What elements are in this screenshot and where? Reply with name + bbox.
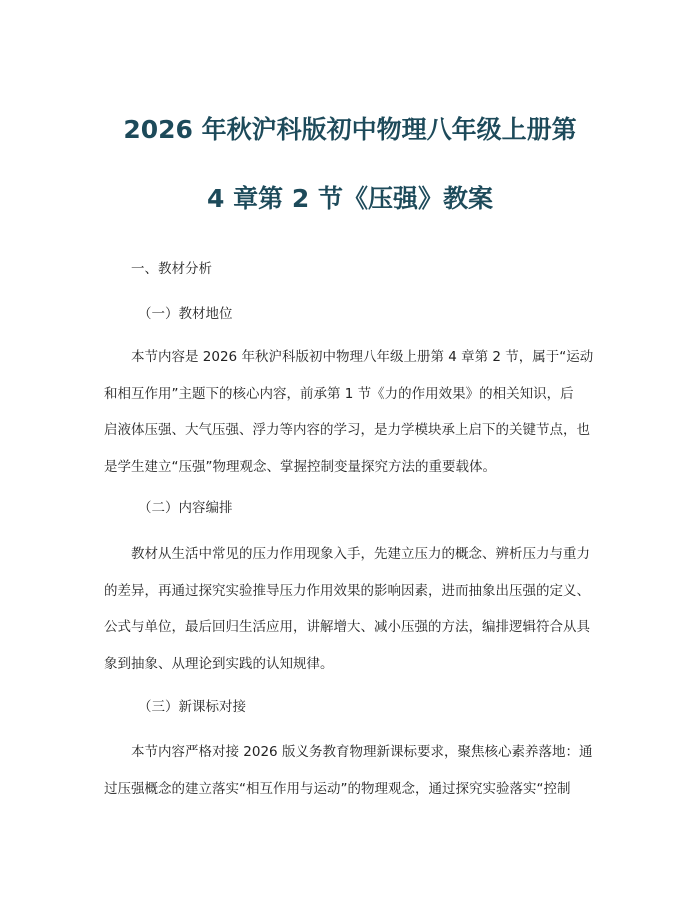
document-title-line-1: 2026 年秋沪科版初中物理八年级上册第 bbox=[123, 115, 577, 144]
subsection-heading-curriculum-alignment: （三）新课标对接 bbox=[138, 699, 246, 715]
paragraph-line: 过压强概念的建立落实“相互作用与运动”的物理观念，通过探究实验落实“控制 bbox=[104, 780, 571, 797]
paragraph-line: 本节内容是 2026 年秋沪科版初中物理八年级上册第 4 章第 2 节，属于“运动 bbox=[131, 349, 594, 365]
document-title-line-2: 4 章第 2 节《压强》教案 bbox=[207, 184, 493, 213]
paragraph-line: 本节内容严格对接 2026 版义务教育物理新课标要求，聚焦核心素养落地：通 bbox=[131, 744, 593, 760]
paragraph-curriculum-alignment bbox=[104, 734, 600, 807]
paragraph-line: 公式与单位，最后回归生活应用，讲解增大、减小压强的方法，编排逻辑符合从具 bbox=[104, 619, 590, 635]
paragraph-line: 和相互作用”主题下的核心内容，前承第 1 节《力的作用效果》的相关知识，后 bbox=[104, 385, 574, 402]
paragraph-content-arrangement bbox=[104, 536, 600, 682]
paragraph-line: 的差异，再通过探究实验推导压力作用效果的影响因素，进而抽象出压强的定义、 bbox=[104, 582, 590, 599]
section-heading-textbook-analysis: 一、教材分析 bbox=[131, 261, 212, 277]
paragraph-line: 启液体压强、大气压强、浮力等内容的学习，是力学模块承上启下的关键节点，也 bbox=[104, 422, 590, 438]
paragraph-textbook-position bbox=[104, 339, 600, 485]
paragraph-line: 教材从生活中常见的压力作用现象入手，先建立压力的概念、辨析压力与重力 bbox=[131, 546, 590, 562]
subsection-heading-textbook-position: （一）教材地位 bbox=[138, 306, 233, 322]
paragraph-line: 象到抽象、从理论到实践的认知规律。 bbox=[104, 655, 334, 672]
paragraph-line: 是学生建立“压强”物理观念、掌握控制变量探究方法的重要载体。 bbox=[104, 458, 496, 475]
subsection-heading-content-arrangement: （二）内容编排 bbox=[138, 500, 233, 516]
